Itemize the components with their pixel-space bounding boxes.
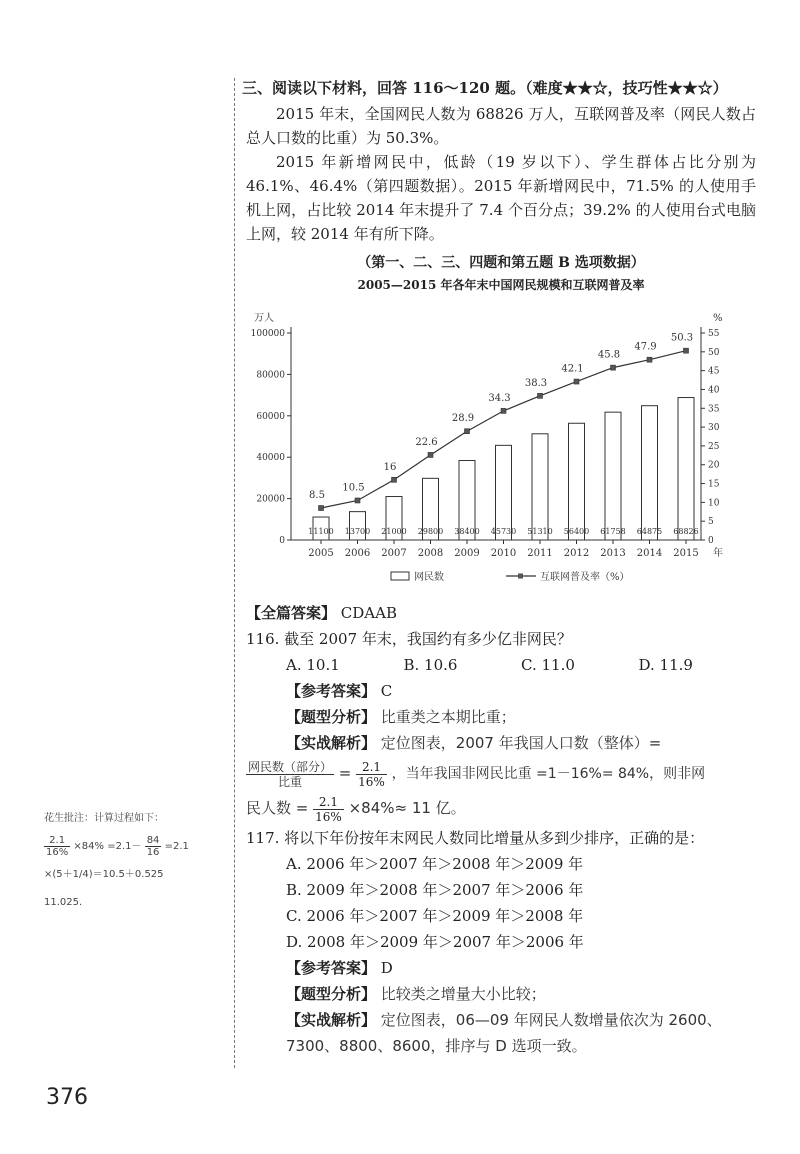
chart-title: 2005—2015 年各年末中国网民规模和互联网普及率 [357, 278, 645, 292]
fraction-netizens-ratio [246, 760, 334, 789]
bar-value-label: 29800 [417, 527, 444, 536]
right-tick-label: 25 [708, 441, 720, 452]
rate-label: 22.6 [415, 436, 438, 448]
x-tick-label: 2009 [454, 548, 480, 559]
left-tick-label: 0 [279, 536, 285, 546]
bar-value-label: 11100 [308, 527, 334, 536]
rate-point [574, 379, 579, 384]
q116-solution-line3 [246, 791, 756, 825]
right-tick-label: 40 [708, 385, 720, 396]
rate-point [392, 477, 397, 482]
right-tick-label: 20 [708, 460, 720, 471]
x-tick-label: 2010 [490, 548, 517, 559]
q117-option-c: C. 2006 年＞2007 年＞2009 年＞2008 年 [286, 907, 584, 925]
x-tick-label: 2011 [527, 548, 553, 559]
left-tick-label: 100000 [250, 329, 285, 339]
solution-label: 【实战解析】 [286, 1011, 377, 1029]
bar-value-label: 21000 [381, 527, 407, 536]
solution-text: 定位图表，06—09 年网民人数增量依次为 2600、7300、8800、8600，排序与 D 选项一致。 [286, 1011, 722, 1055]
q116-ref-answer [286, 678, 756, 704]
rate-point [319, 506, 324, 511]
x-tick-label: 2012 [563, 548, 590, 559]
material-paragraph-1: 2015 年末，全国网民人数为 68826 万人，互联网普及率（网民人数占总人口数的比重）为 50.3%。 [246, 105, 756, 147]
rate-label: 34.3 [488, 392, 511, 404]
frac3-den: 16% [315, 809, 342, 824]
rate-label: 28.9 [451, 413, 475, 425]
rate-label: 47.9 [634, 341, 657, 353]
material-paragraph-2: 2015 年新增网民中，低龄（19 岁以下）、学生群体占比分别为 46.1%、46.4%（第四题数据）。2015 年新增网民中，71.5% 的人使用手机上网，占比较 2014 年末提升了 7.4 个百分点；39.2% 的人使用台式电脑上网，较 2014 年有所下降。 [246, 153, 756, 243]
rate-label: 10.5 [342, 482, 365, 494]
option-b: B. 10.6 [403, 656, 458, 674]
legend-bar-label: 网民数 [414, 572, 444, 583]
side-frac-den: 16% [46, 846, 69, 858]
side-annotation [44, 805, 224, 917]
q116-type-analysis [286, 704, 756, 730]
side-note-line3: ×(5＋1/4)＝10.5＋0.525 [44, 869, 164, 880]
q117-option-d: D. 2008 年＞2009 年＞2007 年＞2006 年 [286, 933, 584, 951]
equals-sign: = [338, 764, 352, 782]
solution-text-3b: ×84%≈ 11 亿。 [348, 799, 466, 817]
type-analysis-label: 【题型分析】 [286, 708, 377, 726]
bar-value-label: 45730 [490, 527, 517, 536]
page-number: 376 [46, 1085, 88, 1110]
all-answers-value: CDAAB [340, 604, 397, 622]
x-tick-label: 2006 [344, 548, 371, 559]
type-analysis-label: 【题型分析】 [286, 985, 377, 1003]
x-tick-label: 2007 [381, 548, 407, 559]
q117-option-b: B. 2009 年＞2008 年＞2007 年＞2006 年 [286, 881, 584, 899]
bar [496, 445, 512, 540]
q117-solution [286, 1007, 756, 1059]
rate-point [465, 429, 470, 434]
rate-label: 45.8 [597, 349, 621, 361]
option-d: D. 11.9 [638, 656, 693, 674]
side-note-mid: ×84% =2.1－ [73, 841, 142, 852]
frac-num: 网民数（部分） [248, 759, 333, 774]
bar-value-label: 13700 [344, 527, 371, 536]
frac3-num: 2.1 [313, 795, 344, 810]
solution-text-3a: 民人数 = [246, 799, 309, 817]
bar [605, 412, 621, 540]
q116-solution-line2 [246, 756, 756, 791]
side-note-line2 [44, 833, 224, 861]
side-note-line1: 花生批注：计算过程如下： [44, 813, 164, 824]
left-tick-label: 40000 [256, 453, 285, 464]
ref-answer-label: 【参考答案】 [286, 959, 377, 977]
left-axis-unit: 万人 [254, 313, 274, 324]
rate-label: 16 [383, 461, 397, 473]
bar-value-label: 56400 [563, 527, 590, 536]
frac-den: 比重 [278, 774, 303, 789]
rate-label: 8.5 [309, 490, 325, 502]
right-tick-label: 5 [708, 517, 714, 528]
all-answers-row [246, 600, 756, 626]
q117-type-analysis [286, 981, 756, 1007]
solution-text-2: ，当年我国非网民比重 =1－16%= 84%，则非网 [391, 766, 706, 782]
fraction-2-1-over-16-b [313, 795, 344, 824]
option-a: A. 10.1 [286, 656, 340, 674]
bar [642, 406, 658, 540]
x-tick-label: 2013 [600, 548, 626, 559]
bar [678, 398, 694, 540]
side-frac-num: 2.1 [44, 835, 70, 847]
left-tick-label: 80000 [256, 370, 285, 381]
rate-point [428, 452, 433, 457]
left-tick-label: 60000 [256, 411, 285, 422]
rate-point [611, 365, 616, 370]
right-tick-label: 15 [708, 479, 720, 490]
right-tick-label: 50 [708, 347, 720, 358]
legend-bar-swatch [391, 572, 409, 580]
margin-divider [234, 78, 235, 1068]
bar-value-label: 61758 [600, 527, 626, 536]
legend-line-label: 互联网普及率（%） [540, 572, 630, 583]
legend-line-marker [518, 574, 523, 579]
rate-label: 38.3 [524, 377, 548, 389]
bar [569, 423, 585, 540]
x-axis-unit: 年 [713, 548, 723, 559]
ref-answer-label: 【参考答案】 [286, 682, 377, 700]
side-note-line4: 11.025. [44, 897, 83, 908]
frac2-num: 2.1 [356, 760, 387, 775]
bar-value-label: 38400 [454, 527, 480, 536]
side-frac2-den: 16 [146, 846, 160, 858]
q117-ref-answer [286, 955, 756, 981]
x-tick-label: 2008 [417, 548, 444, 559]
all-answers-label: 【全篇答案】 [246, 604, 337, 622]
rate-point [355, 498, 360, 503]
fraction-2-1-over-16 [356, 760, 387, 789]
rate-label: 50.3 [670, 332, 694, 344]
x-tick-label: 2005 [308, 548, 334, 559]
type-analysis-value: 比重类之本期比重； [380, 708, 516, 726]
section-heading: 三、阅读以下材料，回答 116～120 题。（难度★★☆，技巧性★★☆） [242, 79, 728, 97]
bar-value-label: 51310 [527, 527, 553, 536]
right-tick-label: 35 [708, 404, 720, 415]
type-analysis-value: 比较类之增量大小比较； [380, 985, 546, 1003]
x-tick-label: 2014 [636, 548, 663, 559]
rate-label: 42.1 [561, 363, 584, 375]
side-note-end: =2.1 [164, 841, 189, 852]
solution-label: 【实战解析】 [286, 734, 377, 752]
right-tick-label: 45 [708, 366, 720, 377]
question-116-stem: 116. 截至 2007 年末，我国约有多少亿非网民？ [246, 630, 572, 648]
right-tick-label: 55 [708, 329, 720, 339]
right-tick-label: 10 [708, 498, 720, 509]
chart-caption: （第一、二、三、四题和第五题 B 选项数据） [357, 255, 645, 271]
left-tick-label: 20000 [256, 494, 285, 505]
question-117-stem: 117. 将以下年份按年末网民人数同比增量从多到少排序，正确的是： [246, 829, 705, 847]
frac2-den: 16% [358, 774, 385, 789]
q116-solution-line1 [286, 730, 756, 756]
solution-text-1: 定位图表，2007 年我国人口数（整体）= [380, 734, 662, 752]
bar [532, 434, 548, 540]
x-tick-label: 2015 [673, 548, 699, 559]
right-tick-label: 0 [708, 536, 714, 546]
bar-value-label: 64875 [636, 527, 663, 536]
main-content [242, 76, 756, 1059]
rate-point [501, 408, 506, 413]
chart-svg [246, 295, 756, 600]
rate-point [684, 348, 689, 353]
rate-point [647, 357, 652, 362]
bar-value-label: 68826 [673, 527, 699, 536]
rate-point [538, 393, 543, 398]
side-frac2-num: 84 [146, 834, 160, 846]
option-c: C. 11.0 [521, 656, 575, 674]
right-axis-unit: % [713, 313, 723, 324]
ref-answer-value: C [380, 682, 393, 700]
q117-option-a: A. 2006 年＞2007 年＞2008 年＞2009 年 [286, 855, 584, 873]
question-116-options [286, 652, 756, 678]
ref-answer-value: D [380, 959, 393, 977]
right-tick-label: 30 [708, 423, 720, 434]
